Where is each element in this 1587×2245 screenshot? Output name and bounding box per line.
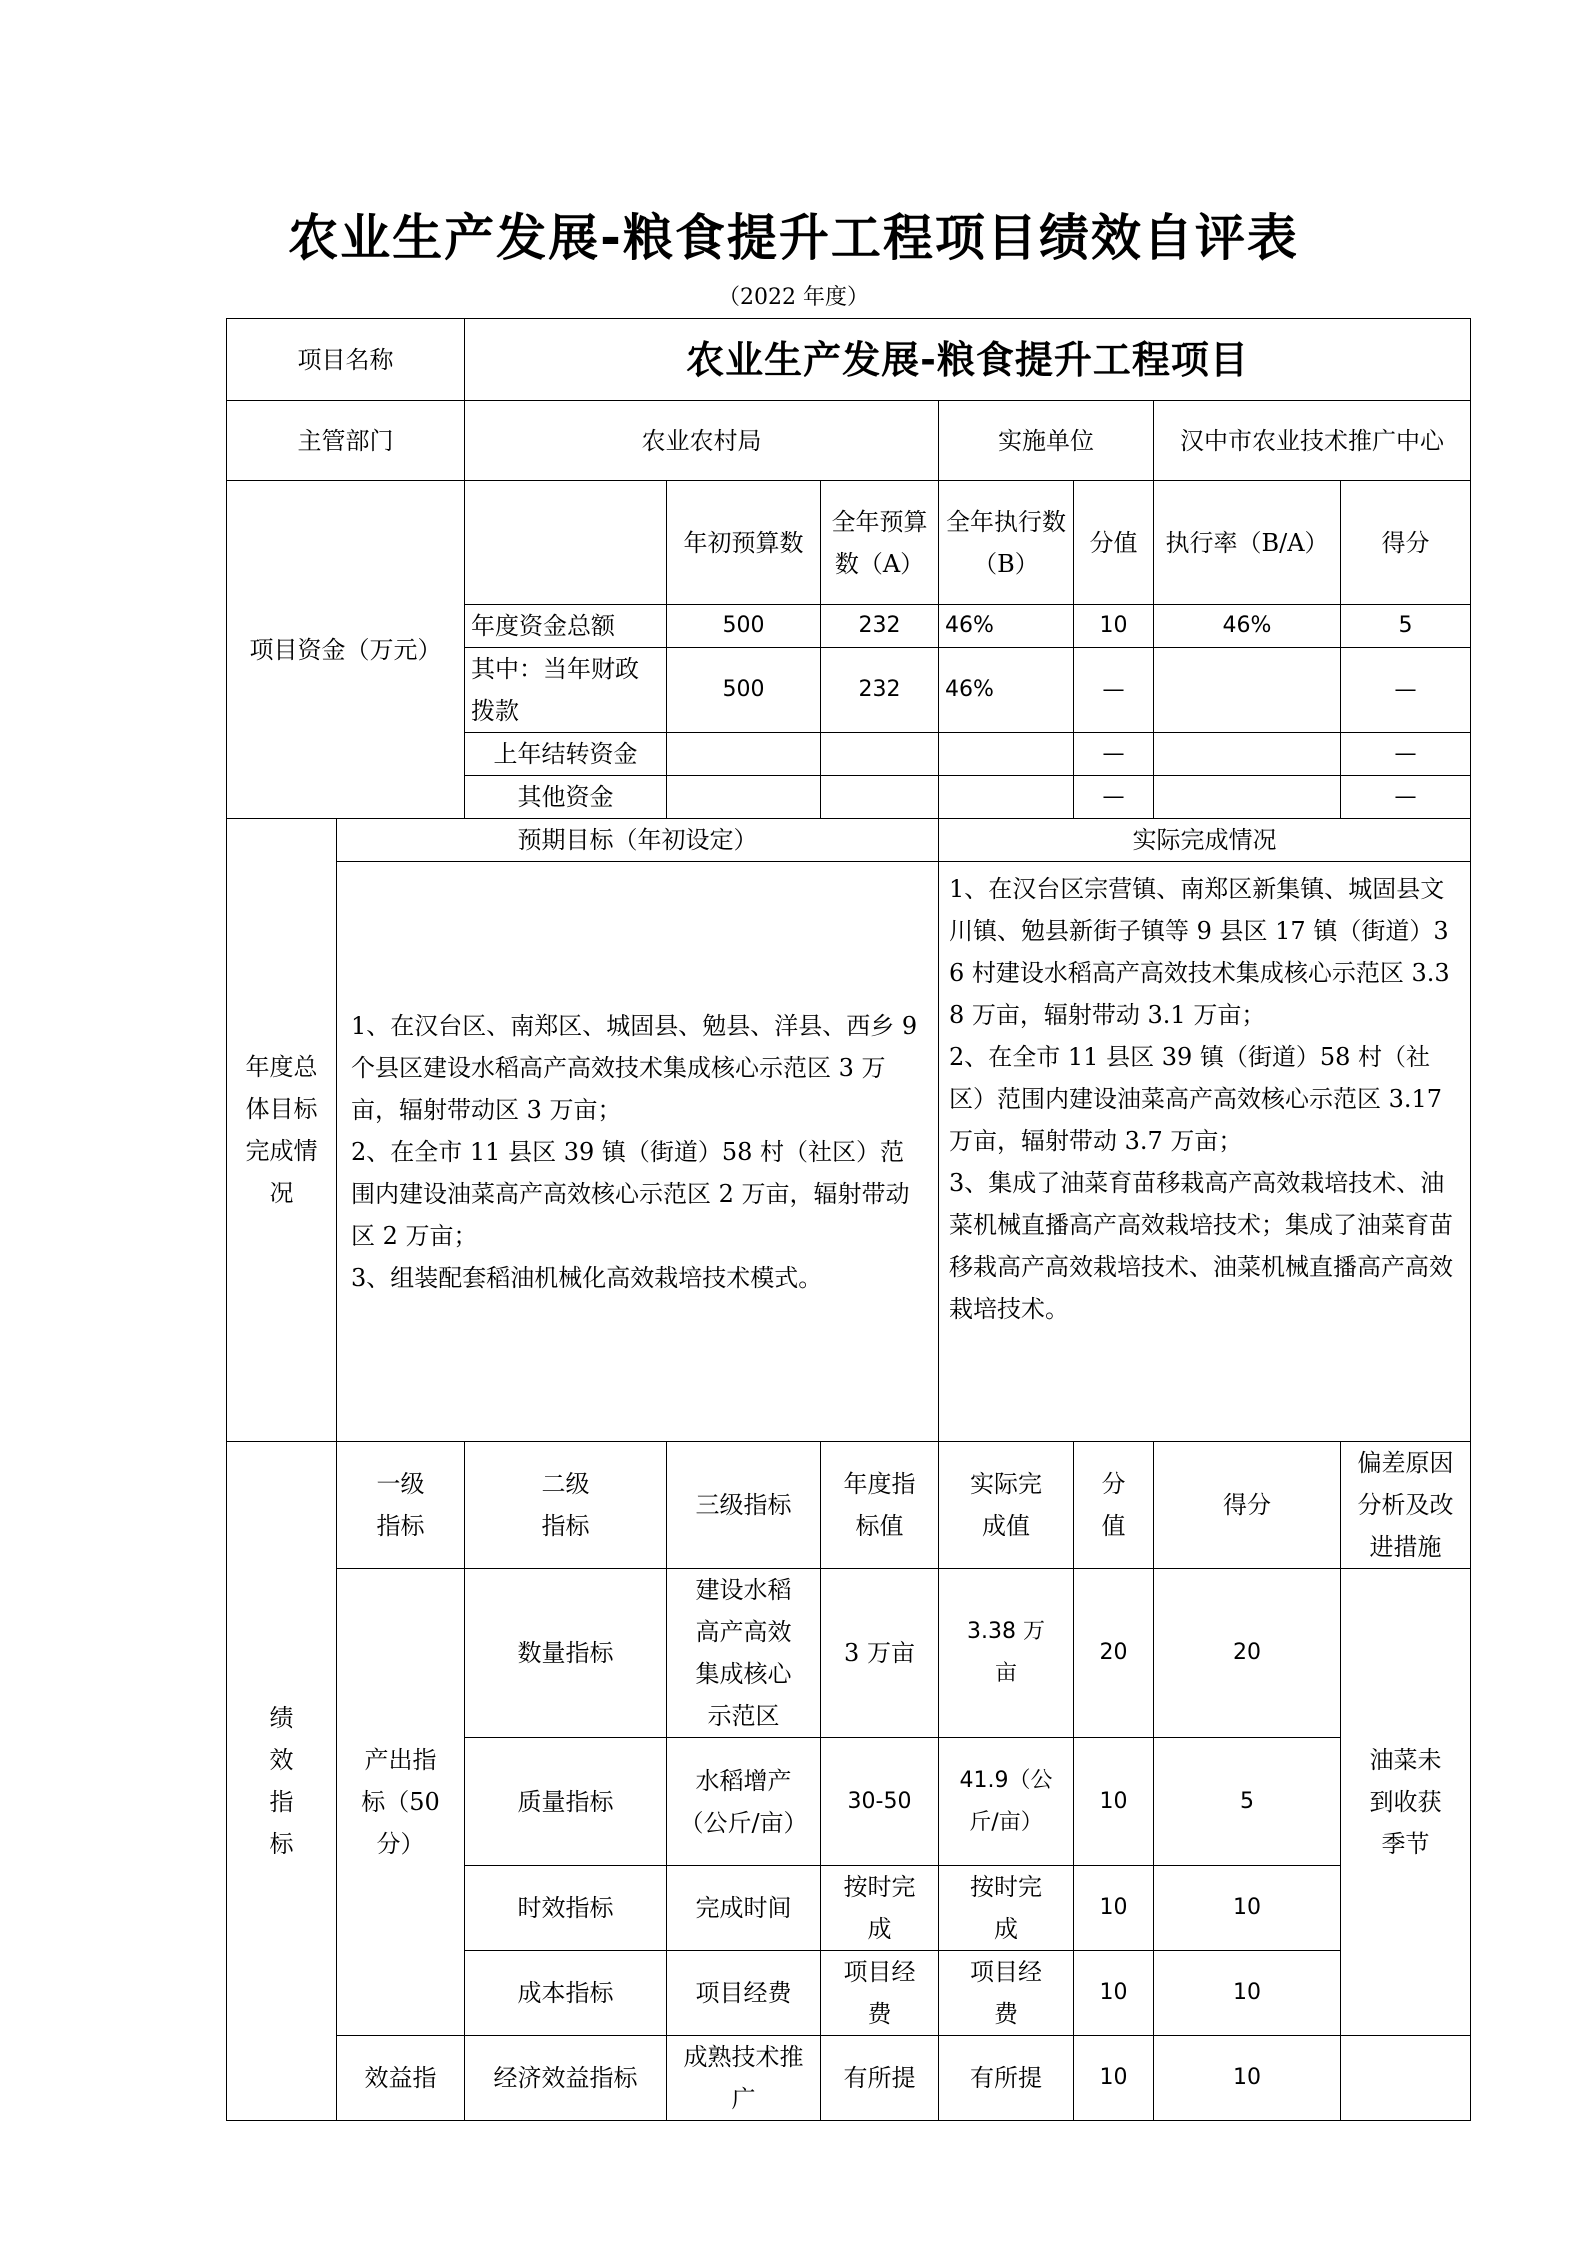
performance-label: 绩效指标 xyxy=(227,1442,337,2121)
funds-header-initial: 年初预算数 xyxy=(667,481,821,605)
perf-actual: 3.38 万亩 xyxy=(939,1569,1074,1738)
perf-row xyxy=(227,1569,1471,1738)
perf-score-value: 10 xyxy=(1074,1866,1154,1951)
funds-row-initial: 500 xyxy=(667,648,821,733)
goals-content-row xyxy=(227,862,1471,1442)
funds-header-score-value: 分值 xyxy=(1074,481,1154,605)
perf-header-score-value: 分值 xyxy=(1074,1442,1154,1569)
funds-row-label: 其他资金 xyxy=(465,776,667,819)
perf-score-value: 10 xyxy=(1074,1738,1154,1866)
project-name-row xyxy=(227,319,1471,401)
perf-level3: 建设水稻高产高效集成核心示范区 xyxy=(667,1569,821,1738)
funds-row-annual: 232 xyxy=(821,648,939,733)
department-label: 主管部门 xyxy=(227,401,465,481)
perf-header-level2: 二级指标 xyxy=(465,1442,667,1569)
funds-row-score-value: — xyxy=(1074,776,1154,819)
perf-score: 10 xyxy=(1154,1866,1341,1951)
funds-row-label: 年度资金总额 xyxy=(465,605,667,648)
perf-header-level3: 三级指标 xyxy=(667,1442,821,1569)
perf-benefit-deviation xyxy=(1341,2036,1471,2121)
goals-expected-header: 预期目标（年初设定） xyxy=(337,819,939,862)
funds-row-initial xyxy=(667,776,821,819)
funds-header-blank xyxy=(465,481,667,605)
funds-row-rate xyxy=(1154,648,1341,733)
perf-header-deviation: 偏差原因分析及改进措施 xyxy=(1341,1442,1471,1569)
project-name-label: 项目名称 xyxy=(227,319,465,401)
funds-row-score: — xyxy=(1341,733,1471,776)
perf-benefit-target: 有所提 xyxy=(821,2036,939,2121)
department-value: 农业农村局 xyxy=(465,401,939,481)
goals-actual-text: 1、在汉台区宗营镇、南郑区新集镇、城固县文川镇、勉县新街子镇等 9 县区 17 镇（街道）36 村建设水稻高产高效技术集成核心示范区 3.38 万亩，辐射带动 3.1 万亩； 2、在全市 11 县区 39 镇（街道）58 村（社区）范围内建设油菜高产高效核心示范区 3.17 万亩，辐射带动 3.7 万亩； 3、集成了油菜育苗移栽高产高效栽培技术、油菜机械直播高产高效栽培技术；集成了油菜育苗移栽高产高效栽培技术、油菜机械直播高产高效栽培技术。 xyxy=(939,862,1471,1442)
perf-score-value: 10 xyxy=(1074,1951,1154,2036)
perf-actual: 41.9（公斤/亩） xyxy=(939,1738,1074,1866)
goals-header-row xyxy=(227,819,1471,862)
funds-row-score-value: — xyxy=(1074,648,1154,733)
perf-benefit-row xyxy=(227,2036,1471,2121)
funds-header-executed: 全年执行数（B） xyxy=(939,481,1074,605)
funds-row-score: — xyxy=(1341,648,1471,733)
perf-level2: 成本指标 xyxy=(465,1951,667,2036)
perf-output-group: 产出指标（50分） xyxy=(337,1569,465,2036)
funds-row-annual xyxy=(821,733,939,776)
funds-row-annual: 232 xyxy=(821,605,939,648)
perf-header-actual: 实际完成值 xyxy=(939,1442,1074,1569)
funds-header-score: 得分 xyxy=(1341,481,1471,605)
document-title: 农业生产发展-粮食提升工程项目绩效自评表 xyxy=(288,209,1299,267)
funds-row-executed xyxy=(939,776,1074,819)
implementer-label: 实施单位 xyxy=(939,401,1154,481)
perf-benefit-score: 10 xyxy=(1154,2036,1341,2121)
funds-row-score: 5 xyxy=(1341,605,1471,648)
perf-benefit-level3: 成熟技术推广 xyxy=(667,2036,821,2121)
funds-row-label: 上年结转资金 xyxy=(465,733,667,776)
funds-header-row xyxy=(227,481,1471,605)
perf-target: 30-50 xyxy=(821,1738,939,1866)
funds-row-executed xyxy=(939,733,1074,776)
perf-benefit-level2: 经济效益指标 xyxy=(465,2036,667,2121)
funds-row-annual xyxy=(821,776,939,819)
perf-header-score: 得分 xyxy=(1154,1442,1341,1569)
self-evaluation-table xyxy=(226,318,1471,2121)
goals-actual-header: 实际完成情况 xyxy=(939,819,1471,862)
funds-row-score: — xyxy=(1341,776,1471,819)
funds-row-initial: 500 xyxy=(667,605,821,648)
perf-level3: 水稻增产（公斤/亩） xyxy=(667,1738,821,1866)
perf-benefit-score-value: 10 xyxy=(1074,2036,1154,2121)
funds-row-executed: 46% xyxy=(939,605,1074,648)
perf-level2: 时效指标 xyxy=(465,1866,667,1951)
funds-row-score-value: — xyxy=(1074,733,1154,776)
perf-level2: 质量指标 xyxy=(465,1738,667,1866)
perf-deviation-note: 油菜未到收获季节 xyxy=(1341,1569,1471,2036)
perf-header-target: 年度指标值 xyxy=(821,1442,939,1569)
performance-header-row xyxy=(227,1442,1471,1569)
perf-level2: 数量指标 xyxy=(465,1569,667,1738)
funds-label: 项目资金（万元） xyxy=(227,481,465,819)
perf-level3: 完成时间 xyxy=(667,1866,821,1951)
perf-target: 3 万亩 xyxy=(821,1569,939,1738)
department-row xyxy=(227,401,1471,481)
perf-score: 10 xyxy=(1154,1951,1341,2036)
perf-actual: 按时完成 xyxy=(939,1866,1074,1951)
perf-level3: 项目经费 xyxy=(667,1951,821,2036)
perf-actual: 项目经费 xyxy=(939,1951,1074,2036)
implementer-value: 汉中市农业技术推广中心 xyxy=(1154,401,1471,481)
perf-score: 20 xyxy=(1154,1569,1341,1738)
funds-row-executed: 46% xyxy=(939,648,1074,733)
funds-row-rate: 46% xyxy=(1154,605,1341,648)
goals-label: 年度总体目标完成情况 xyxy=(227,819,337,1442)
funds-header-annual: 全年预算数（A） xyxy=(821,481,939,605)
funds-row-initial xyxy=(667,733,821,776)
perf-benefit-actual: 有所提 xyxy=(939,2036,1074,2121)
project-name-value: 农业生产发展-粮食提升工程项目 xyxy=(465,319,1471,401)
document-year: （2022 年度） xyxy=(718,285,869,310)
perf-benefit-level1: 效益指 xyxy=(337,2036,465,2121)
perf-target: 按时完成 xyxy=(821,1866,939,1951)
perf-score-value: 20 xyxy=(1074,1569,1154,1738)
perf-target: 项目经费 xyxy=(821,1951,939,2036)
funds-header-rate: 执行率（B/A） xyxy=(1154,481,1341,605)
funds-row-label: 其中：当年财政拨款 xyxy=(465,648,667,733)
funds-row-rate xyxy=(1154,776,1341,819)
funds-row-score-value: 10 xyxy=(1074,605,1154,648)
perf-score: 5 xyxy=(1154,1738,1341,1866)
goals-expected-text: 1、在汉台区、南郑区、城固县、勉县、洋县、西乡 9 个县区建设水稻高产高效技术集成核心示范区 3 万亩，辐射带动区 3 万亩； 2、在全市 11 县区 39 镇（街道）58 村（社区）范围内建设油菜高产高效核心示范区 2 万亩，辐射带动区 2 万亩； 3、组装配套稻油机械化高效栽培技术模式。 xyxy=(337,862,939,1442)
funds-row-rate xyxy=(1154,733,1341,776)
perf-header-level1: 一级指标 xyxy=(337,1442,465,1569)
